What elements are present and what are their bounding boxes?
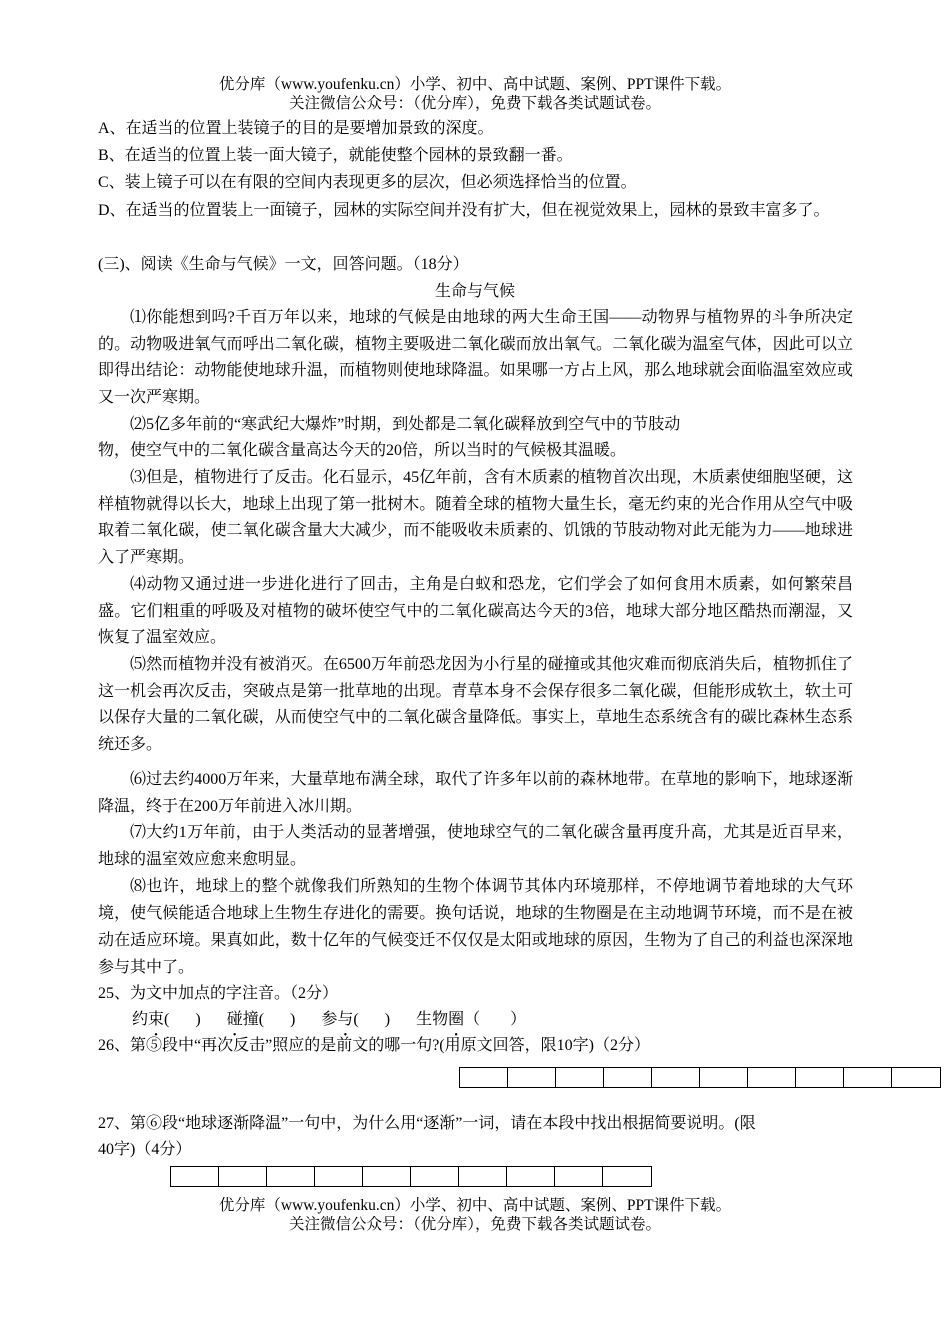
header-line-1: 优分库（www.youfenku.cn）小学、初中、高中试题、案例、PPT课件下载。 <box>218 76 732 93</box>
q25-char: 撞 <box>242 1011 259 1028</box>
answer-cell[interactable] <box>796 1068 844 1087</box>
answer-cell[interactable] <box>556 1068 604 1087</box>
q25-dotted-char: 与 <box>337 1011 354 1028</box>
q25-paren: ( <box>353 1011 359 1028</box>
answer-cell[interactable] <box>892 1068 940 1087</box>
paragraph-5: ⑸然而植物并没有被消灭。在6500万年前恐龙因为小行星的碰撞或其他灾难而彻底消失后，植物抓住了这一机会再次反击，突破点是第一批草地的出现。青草本身不会保存很多二氧化碳，但能形成软土，软土可以保存大量的二氧化碳，从而使空气中的二氧化碳含量降低。事实上，草地生态系统含有的碳比森林生态系统还多。 <box>98 656 853 753</box>
answer-cell[interactable] <box>603 1167 651 1186</box>
question-25-items <box>132 1009 892 1031</box>
answer-cell[interactable] <box>652 1068 700 1087</box>
q25-paren: ( <box>164 1011 170 1028</box>
question-25: 25、为文中加点的字注音。（2分） <box>98 985 339 1002</box>
answer-cell[interactable] <box>363 1167 411 1186</box>
paragraph-3: ⑶但是，植物进行了反击。化石显示，45亿年前，含有木质素的植物首次出现，木质素使细胞坚硬，这样植物就得以长大，地球上出现了第一批树木。随着全球的植物大量生长，毫无约束的光合作用从空气中吸取着二氧化碳，使二氧化碳含量大大减少，而不能吸收未质素的、饥饿的节肢动物对此无能为力——地球进入了严寒期。 <box>98 469 853 566</box>
answer-cell[interactable] <box>459 1167 507 1186</box>
answer-cell[interactable] <box>411 1167 459 1186</box>
answer-cell[interactable] <box>219 1167 267 1186</box>
question-27-line-2: 40字)（4分） <box>98 1141 192 1158</box>
paragraph-2-line-2: 物，使空气中的二氧化碳含量高达今天的20倍，所以当时的气候极其温暖。 <box>98 442 627 459</box>
question-26: 26、第⑤段中“再次反击”照应的是前文的哪一句?(用原文回答，限10字)（2分） <box>98 1037 650 1054</box>
answer-cell[interactable] <box>604 1068 652 1087</box>
paragraph-1: ⑴你能想到吗?千百万年以来，地球的气候是由地球的两大生命王国——动物界与植物界的斗争所决定的。动物吸进氧气而呼出二氧化碳，植物主要吸进二氧化碳而放出氧气。二氧化碳为温室气体，因此可以立即得出结论：动物能使地球升温，而植物则使地球降温。如果哪一方占上风，那么地球就会面临温室效应或又一次严寒期。 <box>98 309 853 406</box>
q25-paren: ） <box>510 1011 527 1028</box>
option-a: A、在适当的位置上装镜子的目的是要增加景致的深度。 <box>98 120 494 137</box>
paragraph-2-line-1: ⑵5亿多年前的“寒武纪大爆炸”时期，到处都是二氧化碳释放到空气中的节肢动 <box>130 416 681 433</box>
q25-paren: ) <box>195 1011 201 1028</box>
answer-cell[interactable] <box>460 1068 508 1087</box>
q25-paren: ) <box>290 1011 296 1028</box>
paragraph-8: ⑻也许，地球上的整个就像我们所熟知的生物个体调节其体内环境那样，不停地调节着地球的大气环境，使气候能适合地球上生物生存进化的需要。换句话说，地球的生物圈是在主动地调节环境，而不是在被动在适应环境。果真如此，数十亿年的气候变迁不仅仅是太阳或地球的原因，生物为了自己的利益也深深地参与其中了。 <box>98 878 853 976</box>
q25-dotted-char: 束 <box>148 1011 165 1028</box>
option-c: C、装上镜子可以在有限的空间内表现更多的层次，但必须选择恰当的位置。 <box>98 174 637 191</box>
answer-cell[interactable] <box>171 1167 219 1186</box>
q25-dotted-char: 圈 <box>448 1011 465 1028</box>
answer-cell[interactable] <box>844 1068 892 1087</box>
answer-cell[interactable] <box>315 1167 363 1186</box>
q25-paren: ( <box>258 1011 265 1028</box>
q25-paren: ) <box>384 1011 391 1028</box>
footer-line-2: 关注微信公众号：（优分库），免费下载各类试题试卷。 <box>288 1216 661 1233</box>
answer-cell[interactable] <box>508 1068 556 1087</box>
answer-cell[interactable] <box>700 1068 748 1087</box>
q25-paren: （ <box>464 1011 481 1028</box>
answer-cell[interactable] <box>507 1167 555 1186</box>
section-heading: (三)、阅读《生命与气候》一文，回答问题。（18分） <box>98 256 469 273</box>
paragraph-6: ⑹过去约4000万年来，大量草地布满全球，取代了许多年以前的森林地带。在草地的影响下，地球逐渐降温，终于在200万年前进入冰川期。 <box>98 771 853 815</box>
option-d: D、在适当的位置装上一面镜子，园林的实际空间并没有扩大，但在视觉效果上，园林的景致丰富多了。 <box>98 202 830 219</box>
answer-cell[interactable] <box>748 1068 796 1087</box>
answer-cell[interactable] <box>555 1167 603 1186</box>
q25-char: 参 <box>321 1011 338 1028</box>
answer-grid-q26[interactable] <box>459 1067 941 1088</box>
footer-line-1: 优分库（www.youfenku.cn）小学、初中、高中试题、案例、PPT课件下载。 <box>218 1197 732 1214</box>
q25-char: 生物 <box>416 1011 449 1028</box>
answer-cell[interactable] <box>267 1167 315 1186</box>
q25-char: 约 <box>132 1011 149 1028</box>
paragraph-4: ⑷动物又通过进一步进化进行了回击，主角是白蚁和恐龙，它们学会了如何食用木质素，如何繁荣昌盛。它们粗重的呼吸及对植物的破坏使空气中的二氧化碳高达今天的3倍，地球大部分地区酷热而潮湿，又恢复了温室效应。 <box>98 576 853 646</box>
option-b: B、在适当的位置上装一面大镜子，就能使整个园林的景致翻一番。 <box>98 147 573 164</box>
article-title: 生命与气候 <box>434 283 515 300</box>
paragraph-7: ⑺大约1万年前，由于人类活动的显著增强，使地球空气的二氧化碳含量再度升高，尤其是近百早来，地球的温室效应愈来愈明显。 <box>98 824 853 868</box>
answer-grid-q27[interactable] <box>170 1166 652 1187</box>
header-line-2: 关注微信公众号：（优分库），免费下载各类试题试卷。 <box>288 95 661 112</box>
q25-dotted-char: 碰 <box>226 1011 243 1028</box>
question-27-line-1: 27、第⑥段“地球逐渐降温”一句中，为什么用“逐渐”一词，请在本段中找出根据简要说明。(限 <box>98 1115 756 1132</box>
